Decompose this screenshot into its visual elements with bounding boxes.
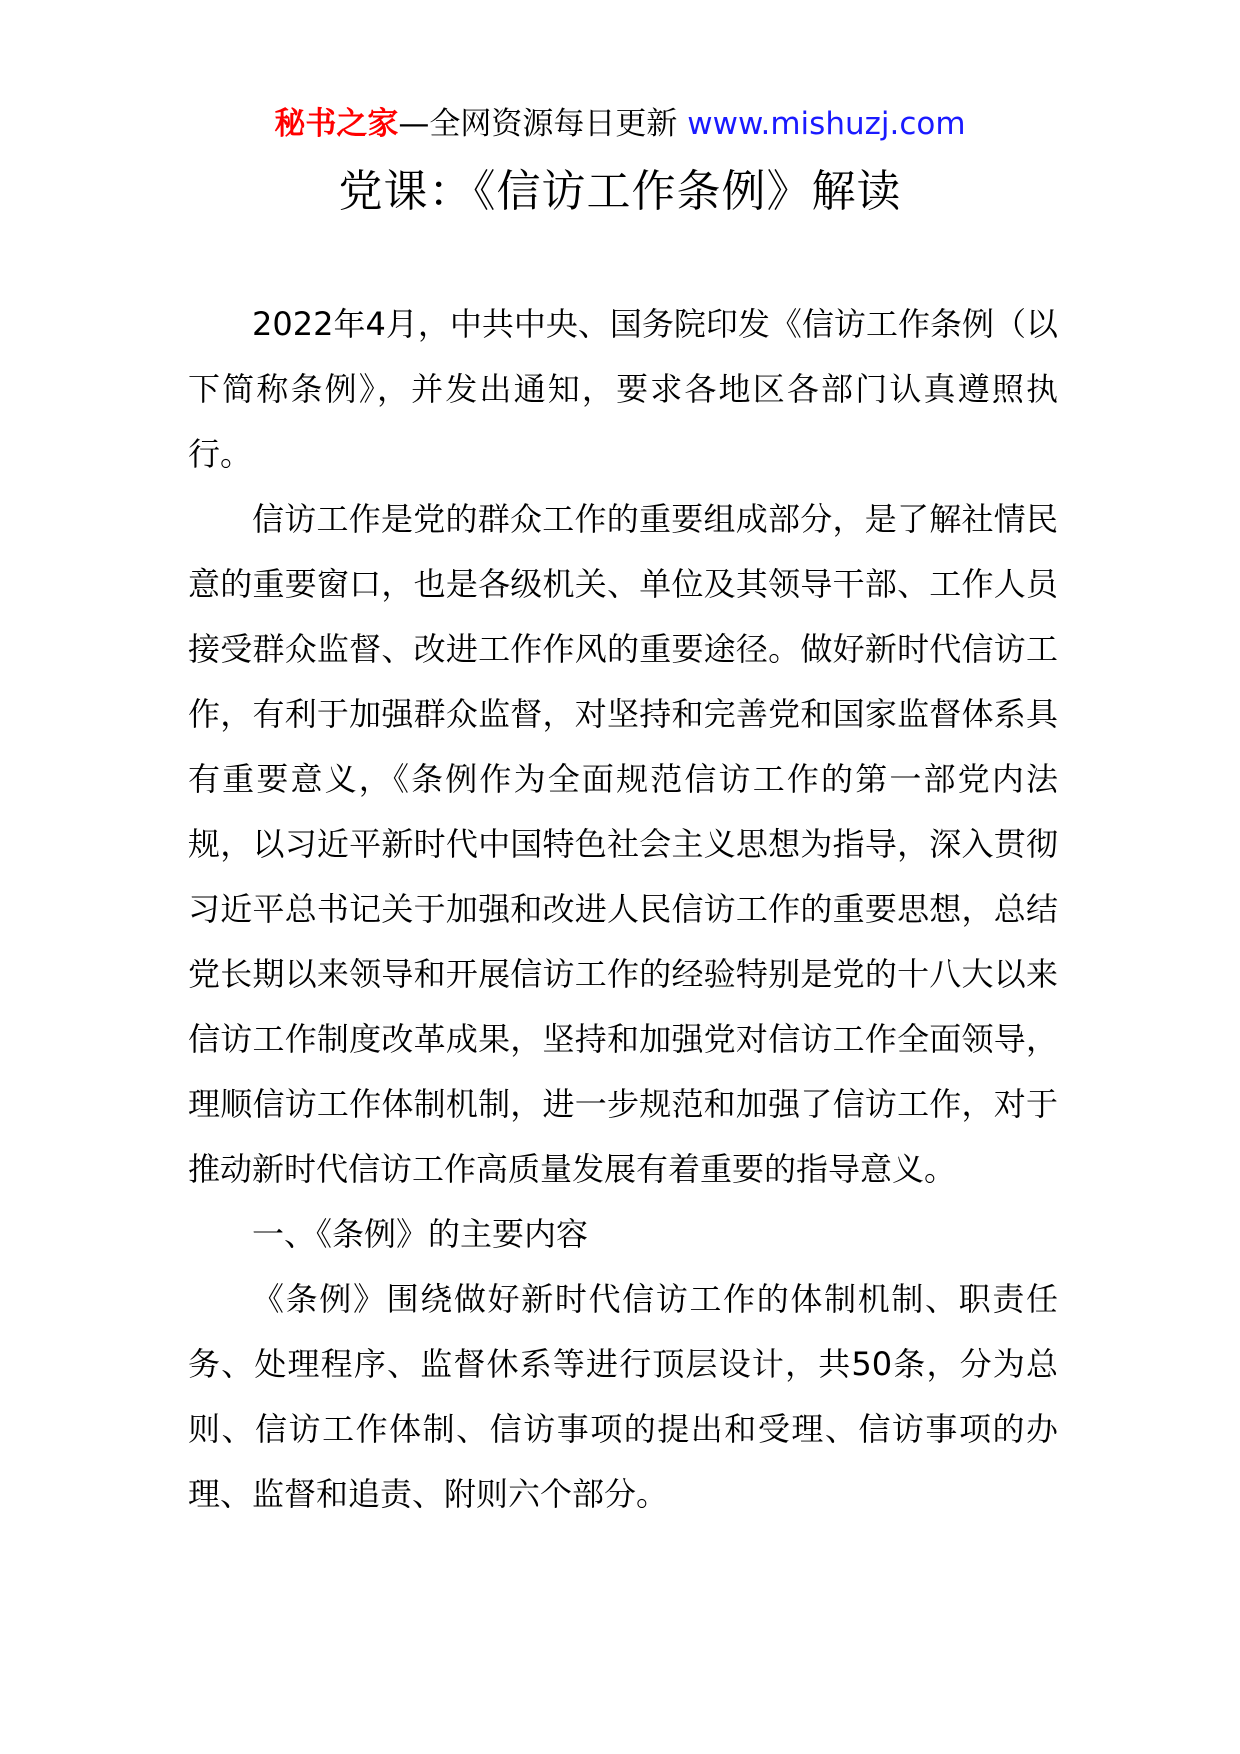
document-title: 党课：《信访工作条例》解读 bbox=[338, 166, 902, 217]
site-url: www.mishuzj.com bbox=[687, 106, 966, 142]
watermark-header bbox=[0, 104, 1240, 144]
document-body bbox=[188, 292, 1058, 1527]
paragraph-structure: 《条例》围绕做好新时代信访工作的体制机制、职责任务、处理程序、监督休系等进行顶层设计，共50条，分为总则、信访工作体制、信访事项的提出和受理、信访事项的办理、监督和追责、附则六个部分。 bbox=[188, 1280, 1058, 1513]
paragraph-significance: 信访工作是党的群众工作的重要组成部分，是了解社情民意的重要窗口，也是各级机关、单位及其领导干部、工作人员接受群众监督、改进工作作风的重要途径。做好新时代信访工作，有利于加强群众监督，对坚持和完善党和国家监督体系具有重要意义，《条例作为全面规范信访工作的第一部党内法规，以习近平新时代中国特色社会主义思想为指导，深入贯彻习近平总书记关于加强和改进人民信访工作的重要思想，总结党长期以来领导和开展信访工作的经验特别是党的十八大以来信访工作制度改革成果，坚持和加强党对信访工作全面领导，理顺信访工作体制机制，进一步规范和加强了信访工作，对于推动新时代信访工作高质量发展有着重要的指导意义。 bbox=[188, 500, 1058, 1188]
paragraph-intro: 2022年4月，中共中央、国务院印发《信访工作条例（以下简称条例》，并发出通知，要求各地区各部门认真遵照执行。 bbox=[188, 305, 1058, 473]
brand-slogan: —全网资源每日更新 bbox=[398, 106, 678, 142]
section-heading: 一、《条例》的主要内容 bbox=[252, 1215, 589, 1253]
brand-name: 秘书之家 bbox=[274, 106, 399, 142]
